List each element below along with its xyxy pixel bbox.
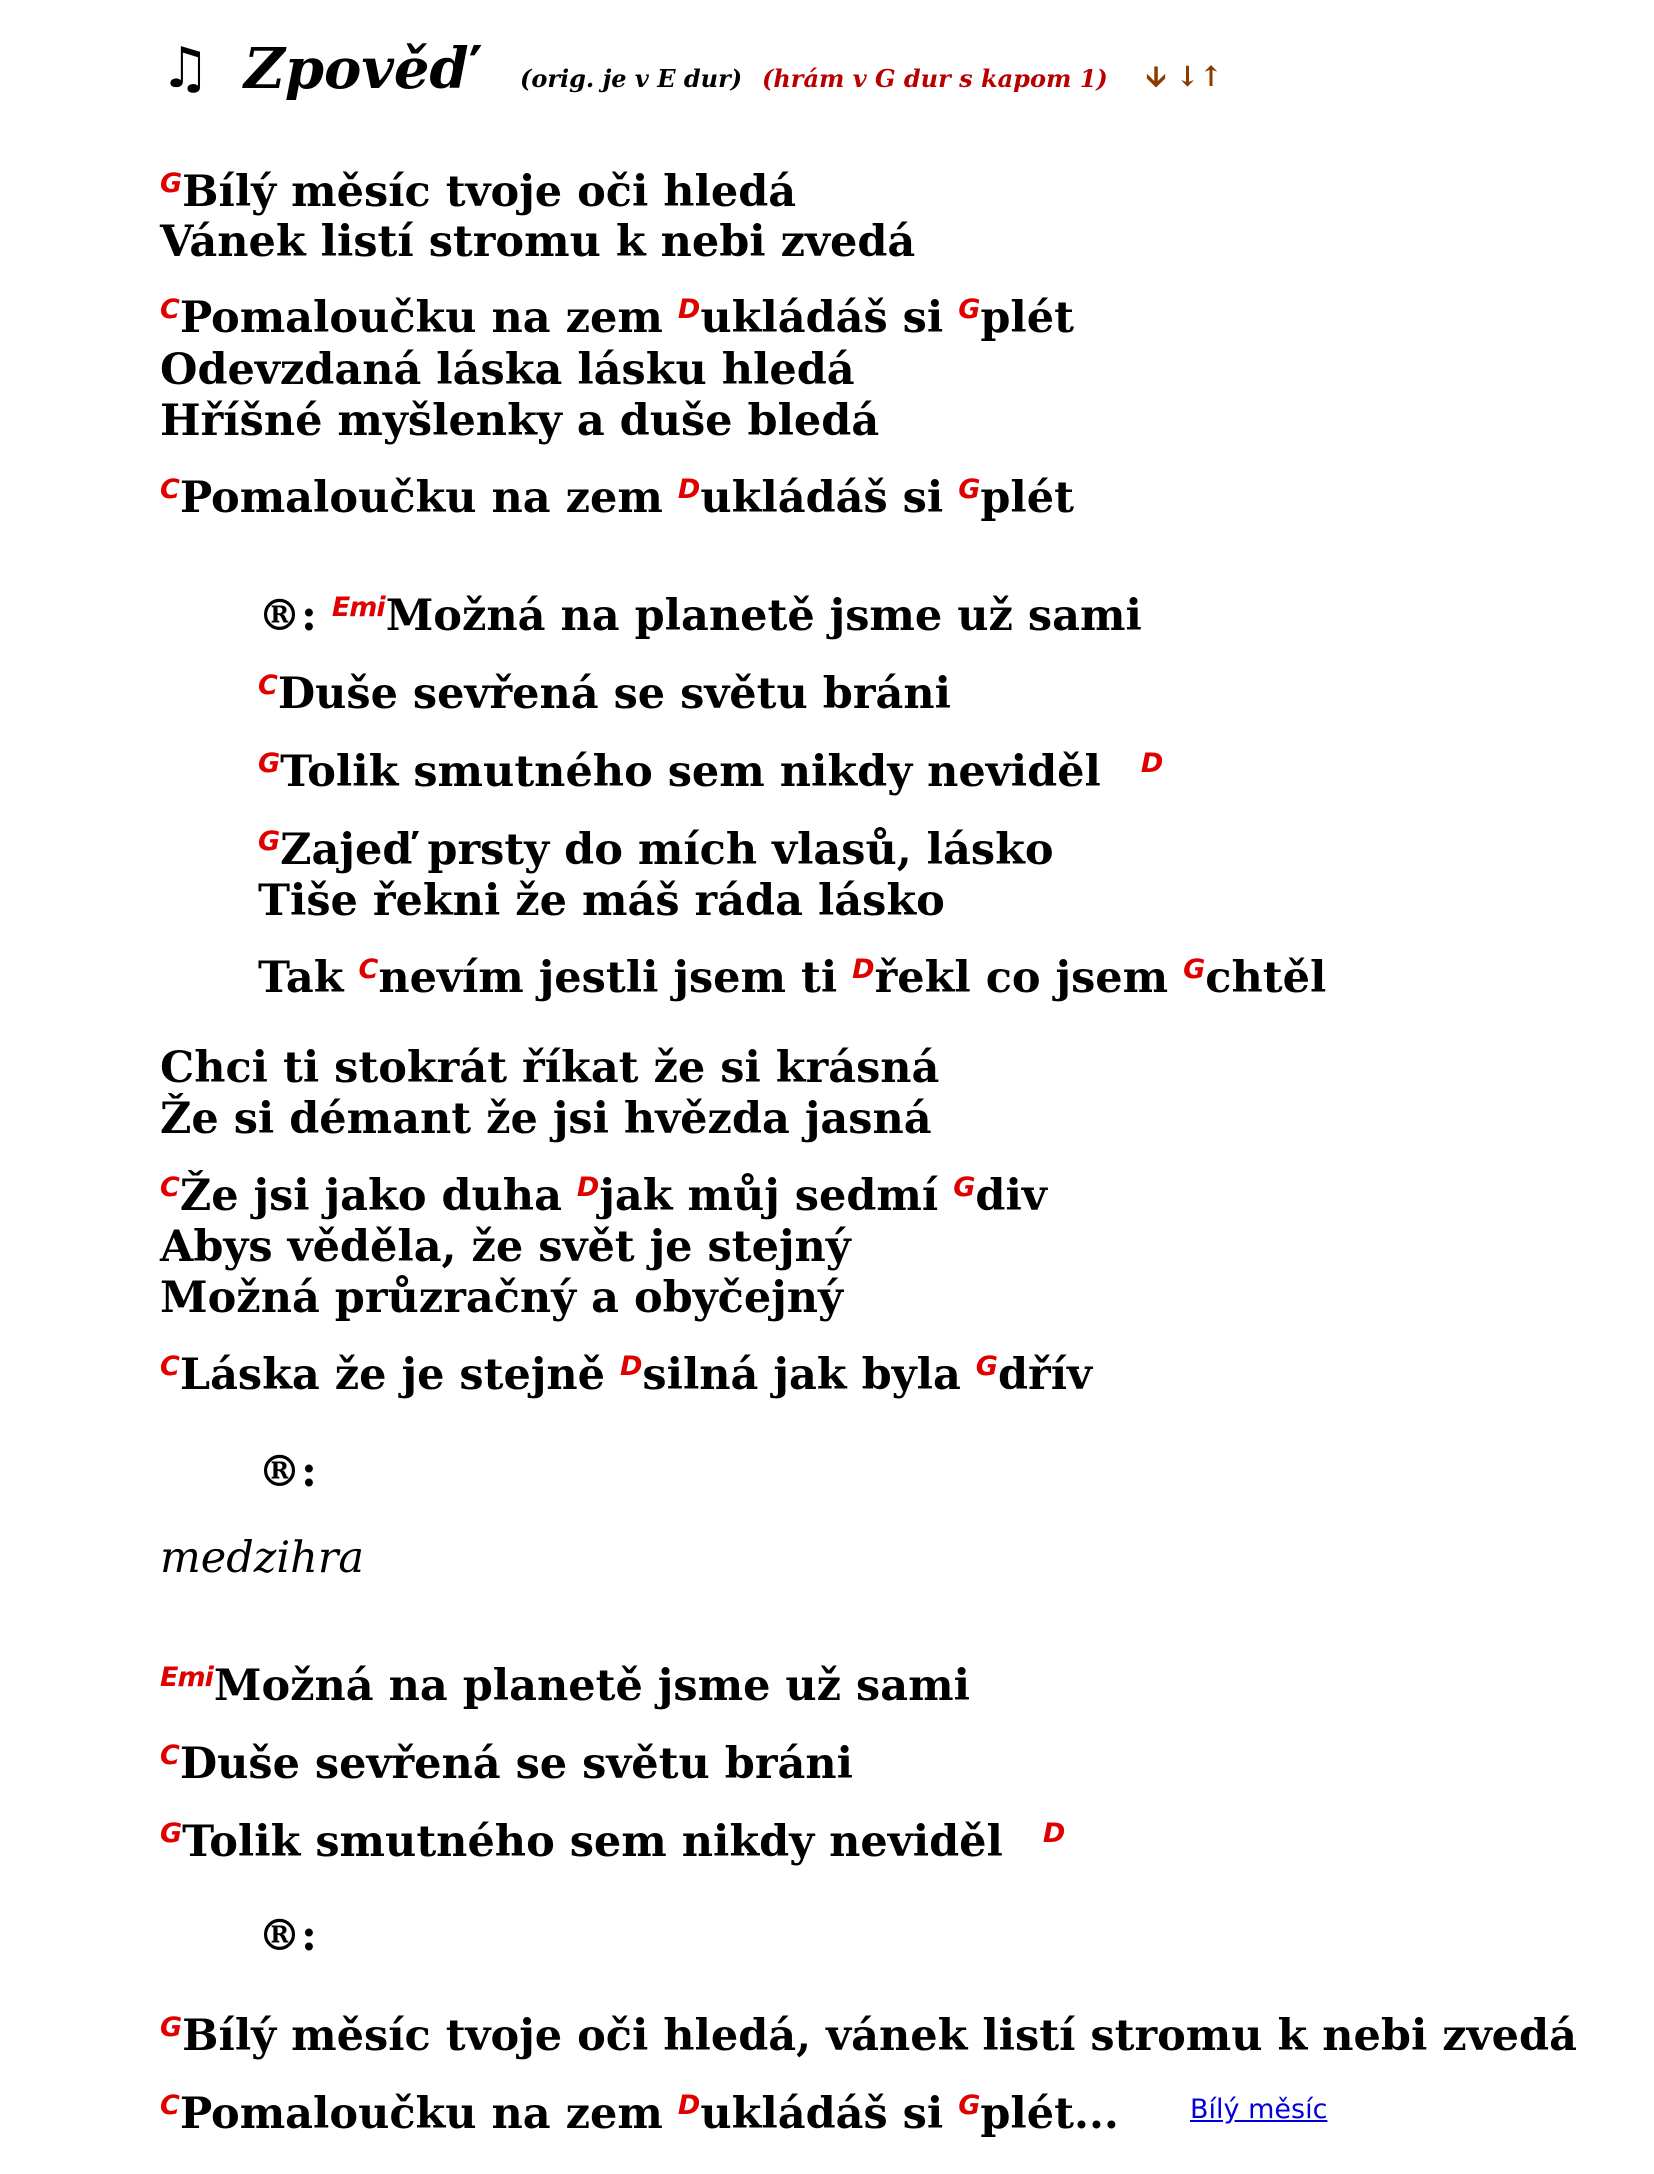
lyric-text: plét	[980, 473, 1074, 523]
lyric-text: div	[975, 1171, 1047, 1221]
chord: G	[160, 2012, 182, 2043]
interlude-label: medzihra	[160, 1533, 365, 1583]
chord: G	[958, 2090, 980, 2121]
lyric-text: Tolik smutného sem nikdy neviděl	[280, 747, 1101, 797]
lyric-line	[160, 2000, 1577, 2064]
original-key-note: (orig. je v E dur)	[520, 64, 743, 93]
lyric-text: dřív	[997, 1350, 1093, 1400]
lyric-text: Že si démant že jsi hvězda jasná	[160, 1094, 932, 1144]
chord: C	[160, 2090, 179, 2121]
lyric-line	[160, 462, 1074, 526]
lyric-line	[160, 1339, 1092, 1403]
chord: C	[160, 1172, 179, 1203]
lyric-line	[160, 2078, 1119, 2142]
chord: Emi	[160, 1662, 213, 1693]
lyric-text: Bílý měsíc tvoje oči hledá	[182, 167, 797, 217]
capo-note: (hrám v G dur s kapom 1)	[762, 64, 1108, 93]
lyric-line	[160, 393, 879, 449]
lyric-line	[258, 580, 1142, 644]
chord: C	[258, 670, 277, 701]
lyric-line	[258, 814, 1054, 878]
chord: C	[160, 1351, 179, 1382]
lyric-line	[160, 214, 915, 270]
lyric-text: Láska že je stejně	[179, 1350, 620, 1400]
lyric-text: Duše sevřená se světu bráni	[277, 669, 951, 719]
lyric-text: nevím jestli jsem ti	[378, 953, 853, 1003]
lyric-line	[160, 1091, 932, 1147]
chord: G	[958, 474, 980, 505]
lyric-text: ukládáš si	[700, 473, 959, 523]
lyric-line	[160, 1040, 939, 1096]
chord: C	[160, 294, 179, 325]
song-link[interactable]: Bílý měsíc	[1190, 2094, 1328, 2125]
lyric-text: Pomaloučku na zem	[179, 2089, 678, 2139]
lyric-text: silná jak byla	[642, 1350, 976, 1400]
chord: D	[619, 1351, 642, 1382]
chord: G	[1183, 954, 1205, 985]
chord: G	[160, 1818, 182, 1849]
lyric-line	[160, 1219, 851, 1275]
chord: D	[852, 954, 874, 985]
lyric-line	[160, 1806, 1065, 1870]
chord: C	[160, 1740, 179, 1771]
lyric-text: řekl co jsem	[874, 953, 1184, 1003]
lyric-text: plét...	[980, 2089, 1119, 2139]
refrain-marker: ®:	[258, 1447, 317, 1497]
chord: D	[677, 474, 700, 505]
chord: D	[576, 1172, 599, 1203]
lyric-text: Tak	[258, 953, 359, 1003]
lyric-line	[160, 1270, 843, 1326]
chord: G	[160, 168, 182, 199]
chord: D	[677, 294, 700, 325]
lyric-text: Že jsi jako duha	[179, 1171, 577, 1221]
chord: D	[1140, 748, 1163, 779]
lyric-line	[160, 1728, 853, 1792]
lyric-text: Bílý měsíc tvoje oči hledá, vánek listí stromu k nebi zvedá	[182, 2011, 1577, 2061]
chord: G	[953, 1172, 975, 1203]
chord: G	[258, 826, 280, 857]
chord: G	[958, 294, 980, 325]
lyric-text: ukládáš si	[700, 2089, 959, 2139]
transpose-down-icon[interactable]: 🡫	[1146, 60, 1167, 93]
lyric-text: Abys věděla, že svět je stejný	[160, 1222, 851, 1272]
lyric-text: Pomaloučku na zem	[179, 473, 678, 523]
refrain-marker: ®:	[258, 1911, 317, 1961]
lyric-text: Pomaloučku na zem	[179, 293, 678, 343]
lyric-text: Možná na planetě jsme už sami	[385, 591, 1142, 641]
chord: C	[358, 954, 378, 985]
lyric-line	[160, 156, 796, 220]
lyric-line	[160, 342, 855, 398]
lyric-text: Tolik smutného sem nikdy neviděl	[182, 1817, 1003, 1867]
transpose-swap-icon[interactable]: ↓↑	[1175, 60, 1223, 93]
lyric-text: plét	[980, 293, 1074, 343]
song-title: Zpověď	[244, 36, 469, 102]
chord: D	[677, 2090, 700, 2121]
lyric-line	[258, 942, 1326, 1006]
lyric-line	[160, 1160, 1047, 1224]
chord: D	[1042, 1818, 1065, 1849]
lyric-line	[160, 282, 1074, 346]
lyric-text: Chci ti stokrát říkat že si krásná	[160, 1043, 940, 1093]
lyric-text: Možná průzračný a obyčejný	[160, 1273, 844, 1323]
lyric-text: Duše sevřená se světu bráni	[179, 1739, 853, 1789]
chord: Emi	[331, 592, 385, 623]
lyric-text: Vánek listí stromu k nebi zvedá	[160, 217, 916, 267]
lyric-text: Tiše řekni že máš ráda lásko	[258, 876, 945, 926]
lyric-line	[258, 736, 1163, 800]
lyric-text: Zajeď prsty do mích vlasů, lásko	[280, 825, 1054, 875]
lyric-text: jak můj sedmí	[599, 1171, 954, 1221]
lyric-text: chtěl	[1205, 953, 1327, 1003]
chord: C	[160, 474, 179, 505]
chord: G	[258, 748, 280, 779]
lyric-text: ukládáš si	[700, 293, 959, 343]
lyric-text: Možná na planetě jsme už sami	[213, 1661, 970, 1711]
chord: G	[975, 1351, 997, 1382]
lyric-text: Odevzdaná láska lásku hledá	[160, 345, 855, 395]
lyric-line	[160, 1650, 970, 1714]
lyric-line	[258, 873, 945, 929]
lyric-text: Hříšné myšlenky a duše bledá	[160, 396, 880, 446]
lyric-line	[258, 658, 951, 722]
refrain-marker: ®:	[258, 591, 332, 641]
music-note-icon: ♫	[160, 36, 211, 101]
transpose-controls	[1146, 56, 1223, 104]
